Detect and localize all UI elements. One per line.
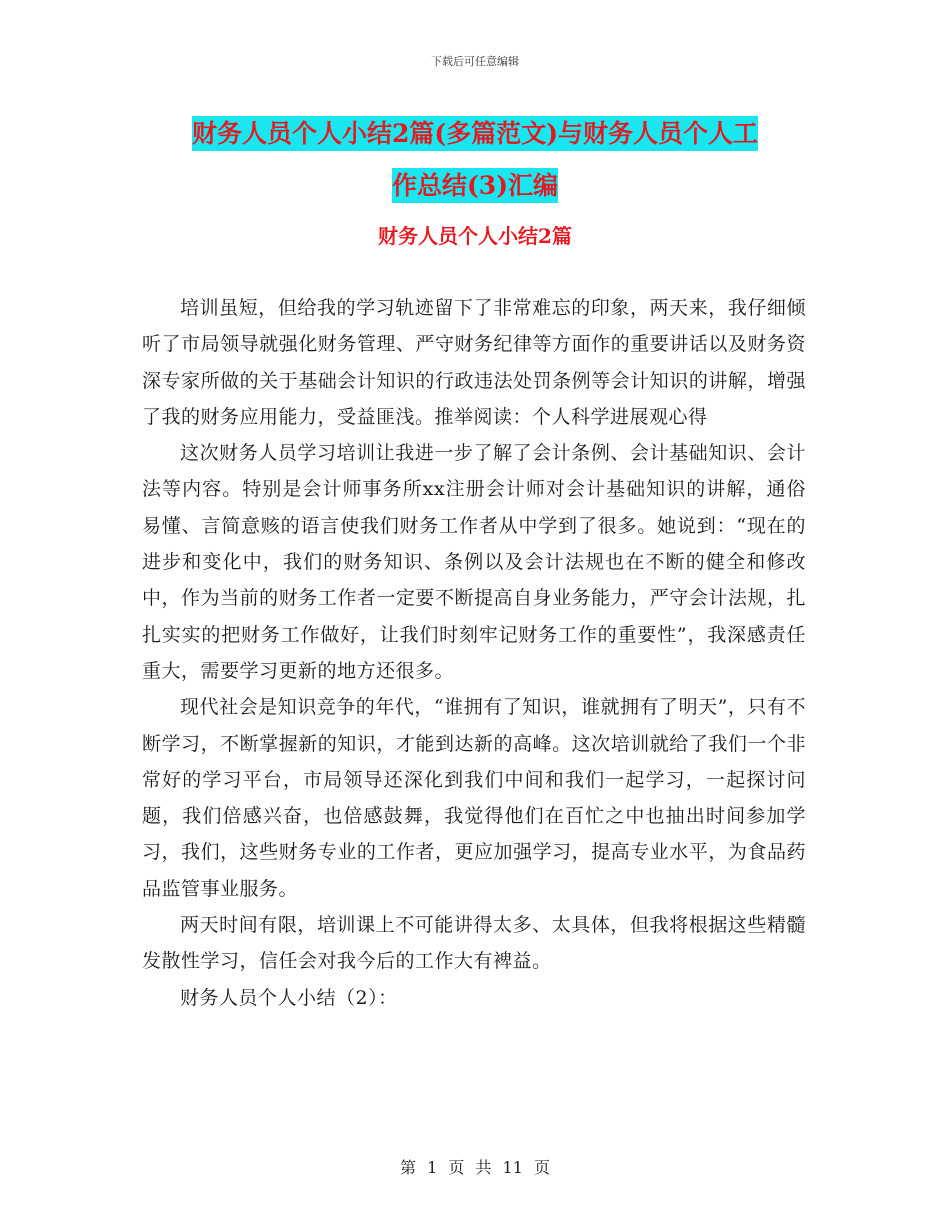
page-number: 第 1 页 共 11 页 [400,1158,550,1177]
page-header-note: 下载后可任意编辑 [431,55,519,68]
document-body [142,290,806,1016]
paragraph-2: 这次财务人员学习培训让我进一步了解了会计条例、会计基础知识、会计法等内容。特别是会计师事务所xx注册会计师对会计基础知识的讲解，通俗易懂、言简意赅的语言使我们财务工作者从中学到了很多。她说到：“现在的进步和变化中，我们的财务知识、条例以及会计法规也在不断的健全和修改中，作为当前的财务工作者一定要不断提高自身业务能力，严守会计法规，扎扎实实的把财务工作做好，让我们时刻牢记财务工作的重要性”，我深感责任重大，需要学习更新的地方还很多。 [142,442,806,682]
paragraph-1: 培训虽短，但给我的学习轨迹留下了非常难忘的印象，两天来，我仔细倾听了市局领导就强化财务管理、严守财务纪律等方面作的重要讲话以及财务资深专家所做的关于基础会计知识的行政违法处罚条例等会计知识的讲解，增强了我的财务应用能力，受益匪浅。推举阅读：个人科学进展观心得 [142,297,806,428]
paragraph-4: 两天时间有限，培训课上不可能讲得太多、太具体，但我将根据这些精髓发散性学习，信任会对我今后的工作大有裨益。 [142,914,806,973]
paragraph-3: 现代社会是知识竞争的年代，“谁拥有了知识，谁就拥有了明天”，只有不断学习，不断掌握新的知识，才能到达新的高峰。这次培训就给了我们一个非常好的学习平台，市局领导还深化到我们中间和我们一起学习，一起探讨问题，我们倍感兴奋，也倍感鼓舞，我觉得他们在百忙之中也抽出时间参加学习，我们，这些财务专业的工作者，更应加强学习，提高专业水平，为食品药品监管事业服务。 [142,696,806,900]
section-title: 财务人员个人小结2篇 [378,224,572,248]
document-title [140,108,810,212]
document-title-line-1: 财务人员个人小结2篇(多篇范文)与财务人员个人工 [192,116,758,151]
document-title-line-2: 作总结(3)汇编 [392,168,558,203]
paragraph-5: 财务人员个人小结（2）： [180,986,398,1009]
